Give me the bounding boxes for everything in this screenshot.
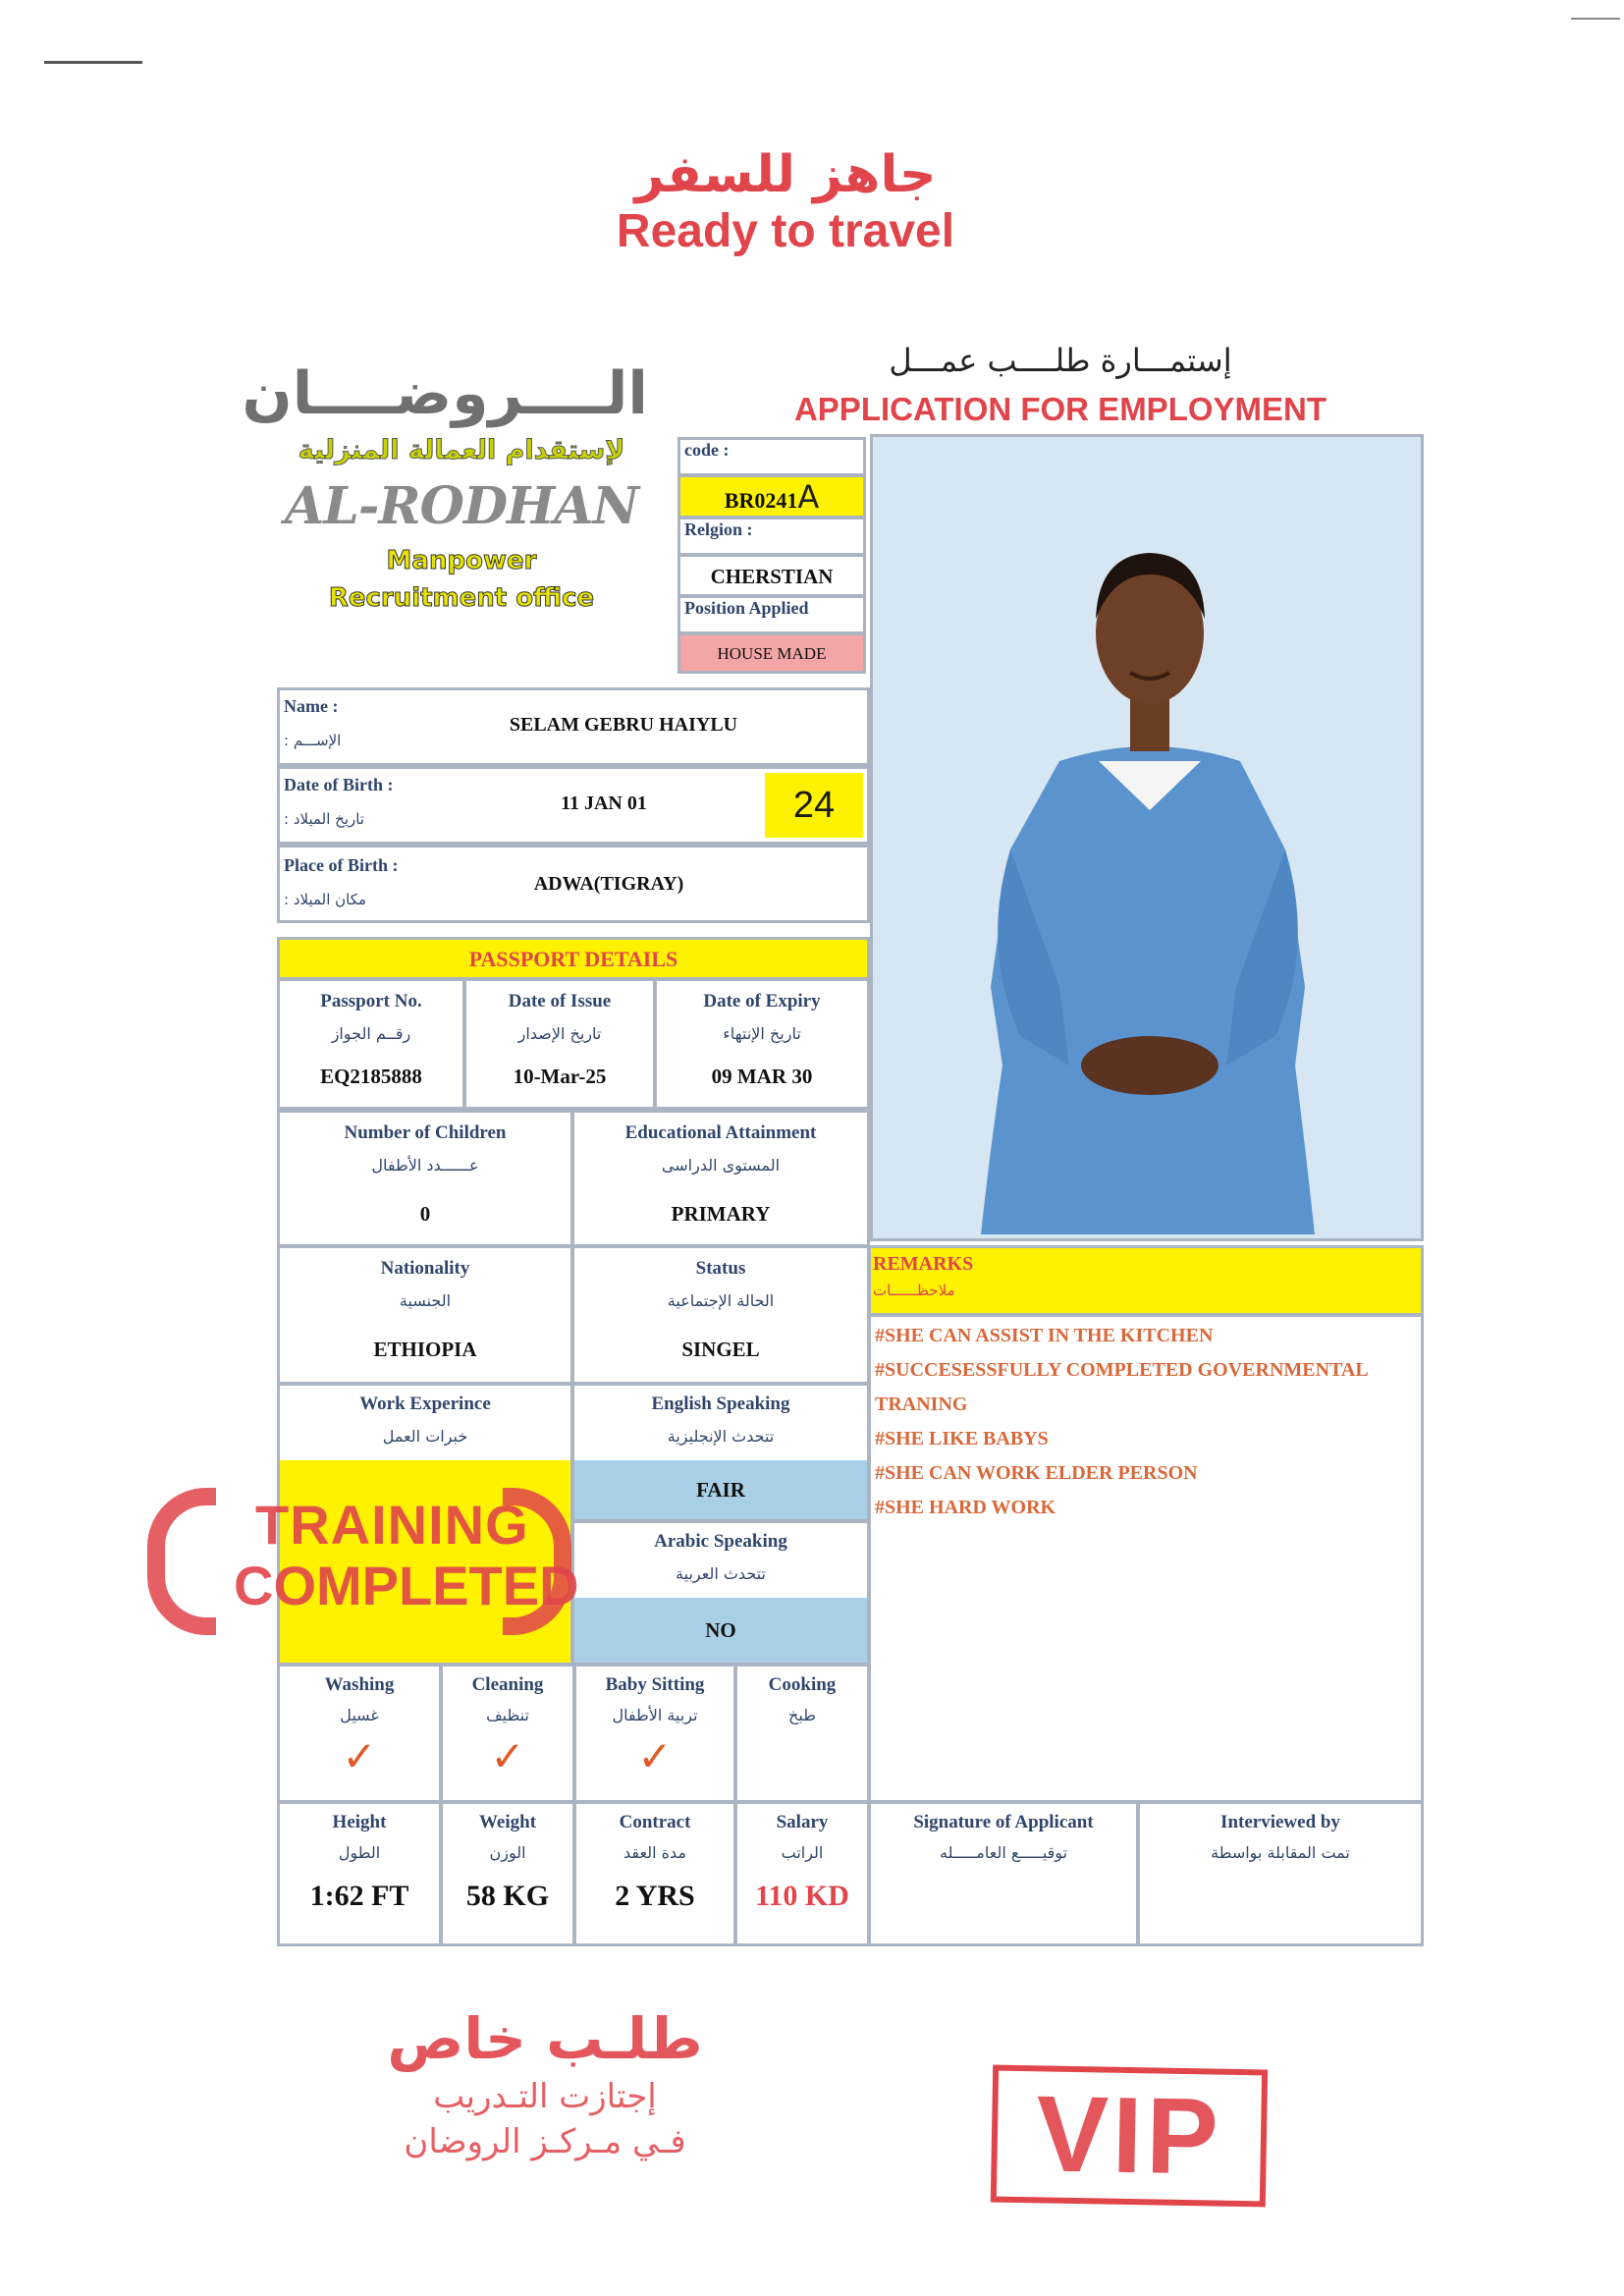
date-of-issue-cell	[463, 978, 656, 1110]
training-completed-stamp	[147, 1478, 579, 1655]
logo-latin-name: AL-RODHAN	[284, 476, 639, 536]
special-request-line3: فـي مـركـز الروضان	[404, 2122, 686, 2161]
nationality-label: Nationality	[380, 1258, 470, 1279]
ready-to-travel-english: Ready to travel	[616, 205, 955, 257]
children-cell	[277, 1110, 573, 1247]
code-value-cell	[677, 474, 866, 519]
name-label: Name :	[284, 696, 339, 716]
company-logo	[242, 358, 648, 616]
skill-label: Cleaning	[471, 1674, 544, 1695]
children-arabic: عــــــدد الأطفال	[371, 1156, 479, 1175]
status-value: SINGEL	[681, 1338, 760, 1361]
code-label: code :	[684, 440, 730, 460]
interviewed-by-label: Interviewed by	[1220, 1812, 1340, 1832]
interviewed-by-arabic: تمت المقابلة بواسطة	[1211, 1843, 1350, 1862]
nationality-cell	[277, 1245, 573, 1385]
checkmark-icon: ✓	[637, 1732, 673, 1780]
skill-baby-sitting	[573, 1664, 736, 1803]
weight-value: 58 KG	[465, 1880, 550, 1912]
contract-value: 2 YRS	[615, 1880, 695, 1912]
children-value: 0	[419, 1202, 431, 1226]
remarks-label: REMARKS	[873, 1253, 974, 1275]
special-request-line1: طلـب خاص	[387, 2005, 703, 2072]
logo-line2: Recruitment office	[328, 583, 595, 613]
date-of-issue-label: Date of Issue	[508, 991, 612, 1011]
status-arabic: الحالة الإجتماعية	[667, 1291, 775, 1310]
position-value-cell	[677, 632, 866, 674]
dob-row	[277, 766, 870, 845]
vip-text: VIP	[1035, 2073, 1223, 2198]
skill-cooking	[734, 1664, 870, 1803]
remarks-body	[868, 1314, 1424, 1803]
scan-mark	[1571, 18, 1620, 20]
person-figure	[873, 437, 1424, 1241]
position-label: Position Applied	[684, 598, 809, 618]
english-title: APPLICATION FOR EMPLOYMENT	[793, 391, 1327, 427]
date-of-expiry-label: Date of Expiry	[703, 991, 821, 1011]
education-arabic: المستوى الدراسى	[661, 1156, 781, 1175]
name-arabic: : الإســـم	[284, 732, 342, 749]
religion-label-cell	[677, 517, 866, 556]
remark-line: #SHE HARD WORK	[875, 1497, 1056, 1518]
special-request-stamp	[324, 2003, 766, 2164]
work-experience-label: Work Experince	[359, 1394, 491, 1414]
pob-arabic: : مكان الميلاد	[284, 891, 367, 908]
skill-arabic: غسيل	[340, 1706, 379, 1724]
work-experience-arabic: خبرات العمل	[382, 1427, 468, 1446]
nationality-value: ETHIOPIA	[373, 1338, 477, 1361]
pob-label: Place of Birth :	[284, 855, 399, 875]
logo-arabic-sub: لإستقدام العمالة المنزلية	[298, 435, 625, 465]
salary-label: Salary	[776, 1812, 829, 1832]
date-of-expiry-value: 09 MAR 30	[711, 1065, 813, 1088]
height-value: 1:62 FT	[309, 1880, 409, 1912]
skill-cleaning	[440, 1664, 575, 1803]
applicant-photo	[870, 434, 1424, 1241]
date-of-issue-arabic: تاريخ الإصدار	[517, 1024, 602, 1043]
name-row	[277, 687, 870, 766]
skill-label: Washing	[324, 1674, 395, 1695]
interviewed-by-cell	[1137, 1801, 1424, 1946]
scan-mark	[44, 61, 142, 64]
logo-line1: Manpower	[386, 546, 537, 575]
position-label-cell	[677, 595, 866, 634]
salary-cell	[734, 1801, 870, 1946]
skill-washing	[277, 1664, 442, 1803]
vip-stamp	[991, 2065, 1268, 2208]
children-label: Number of Children	[344, 1122, 507, 1143]
dob-arabic: : تاريخ الميلاد	[284, 810, 365, 828]
date-of-issue-value: 10-Mar-25	[513, 1065, 607, 1088]
contract-arabic: مدة العقد	[623, 1843, 686, 1862]
training-stamp-line2: COMPLETED	[234, 1555, 579, 1616]
signature-arabic: توقيـــــع العامـــــله	[939, 1843, 1068, 1862]
passport-no-arabic: رقــم الجواز	[331, 1024, 411, 1043]
nationality-arabic: الجنسية	[399, 1291, 452, 1310]
remark-line: #SUCCESESSFULLY COMPLETED GOVERNMENTAL	[875, 1359, 1369, 1381]
remarks-heading-cell	[868, 1245, 1424, 1316]
code-label-cell	[677, 437, 866, 476]
pob-value: ADWA(TIGRAY)	[533, 873, 684, 895]
english-speaking-value: FAIR	[574, 1460, 867, 1519]
remark-line: TRANING	[875, 1394, 968, 1415]
height-arabic: الطول	[338, 1843, 381, 1862]
religion-label: Relgion :	[684, 519, 753, 539]
salary-value: 110 KD	[755, 1880, 849, 1912]
passport-no-cell	[277, 978, 465, 1110]
weight-label: Weight	[478, 1812, 537, 1832]
date-of-expiry-cell	[654, 978, 870, 1110]
code-handwritten: A	[797, 478, 820, 516]
english-speaking-label: English Speaking	[651, 1394, 790, 1414]
special-request-line2: إجتازت التـدريب	[433, 2077, 657, 2116]
education-label: Educational Attainment	[624, 1122, 817, 1143]
remark-line: #SHE CAN WORK ELDER PERSON	[875, 1462, 1198, 1484]
date-of-expiry-arabic: تاريخ الإنتهاء	[723, 1024, 801, 1043]
salary-arabic: الراتب	[781, 1843, 824, 1862]
arabic-speaking-label: Arabic Speaking	[654, 1531, 787, 1552]
contract-label: Contract	[619, 1812, 691, 1832]
religion-value: CHERSTIAN	[710, 565, 834, 588]
passport-heading-cell	[277, 937, 870, 980]
weight-cell	[440, 1801, 575, 1946]
training-stamp-line1: TRAINING	[255, 1494, 529, 1556]
arabic-title: إستمـــارة طلــــب عمـــل	[889, 342, 1232, 379]
position-value: HOUSE MADE	[717, 644, 827, 663]
skill-arabic: تربية الأطفال	[612, 1706, 698, 1724]
name-value: SELAM GEBRU HAIYLU	[509, 714, 738, 736]
passport-no-value: EQ2185888	[320, 1065, 422, 1088]
remark-line: #SHE LIKE BABYS	[875, 1428, 1049, 1449]
height-cell	[277, 1801, 442, 1946]
stamp-left-bracket	[147, 1488, 216, 1635]
dob-label: Date of Birth :	[284, 775, 394, 794]
weight-arabic: الوزن	[489, 1843, 526, 1862]
checkmark-icon: ✓	[342, 1732, 377, 1780]
remark-line: #SHE CAN ASSIST IN THE KITCHEN	[875, 1325, 1214, 1346]
pob-row	[277, 845, 870, 923]
logo-arabic-name: الــــروضــــان	[242, 359, 648, 428]
english-speaking-cell	[571, 1383, 870, 1522]
status-label: Status	[695, 1258, 746, 1279]
education-cell	[571, 1110, 870, 1247]
signature-cell	[868, 1801, 1139, 1946]
ready-to-travel-arabic: جاهز للسفر	[634, 145, 937, 204]
signature-label: Signature of Applicant	[913, 1812, 1094, 1832]
remarks-arabic: ملاحظــــــات	[873, 1282, 955, 1299]
skill-arabic: تنظيف	[486, 1706, 529, 1724]
religion-value-cell	[677, 554, 866, 597]
arabic-speaking-arabic: تتحدث العربية	[676, 1564, 766, 1583]
skill-arabic: طبخ	[788, 1706, 816, 1724]
height-label: Height	[332, 1812, 387, 1832]
skill-label: Baby Sitting	[605, 1674, 705, 1695]
arabic-speaking-cell	[571, 1520, 870, 1666]
code-value	[680, 477, 863, 520]
checkmark-icon: ✓	[490, 1732, 525, 1780]
status-cell	[571, 1245, 870, 1385]
passport-no-label: Passport No.	[320, 991, 422, 1011]
arabic-speaking-value: NO	[574, 1598, 867, 1663]
passport-heading: PASSPORT DETAILS	[468, 947, 678, 971]
skill-label: Cooking	[768, 1674, 837, 1695]
age-value: 24	[765, 773, 863, 838]
education-value: PRIMARY	[671, 1202, 771, 1226]
code-text: BR0241	[724, 488, 798, 513]
ready-to-travel-stamp	[530, 145, 1041, 259]
contract-cell	[573, 1801, 736, 1946]
dob-value: 11 JAN 01	[561, 793, 647, 814]
english-speaking-arabic: تتحدث الإنجليزية	[667, 1427, 775, 1446]
